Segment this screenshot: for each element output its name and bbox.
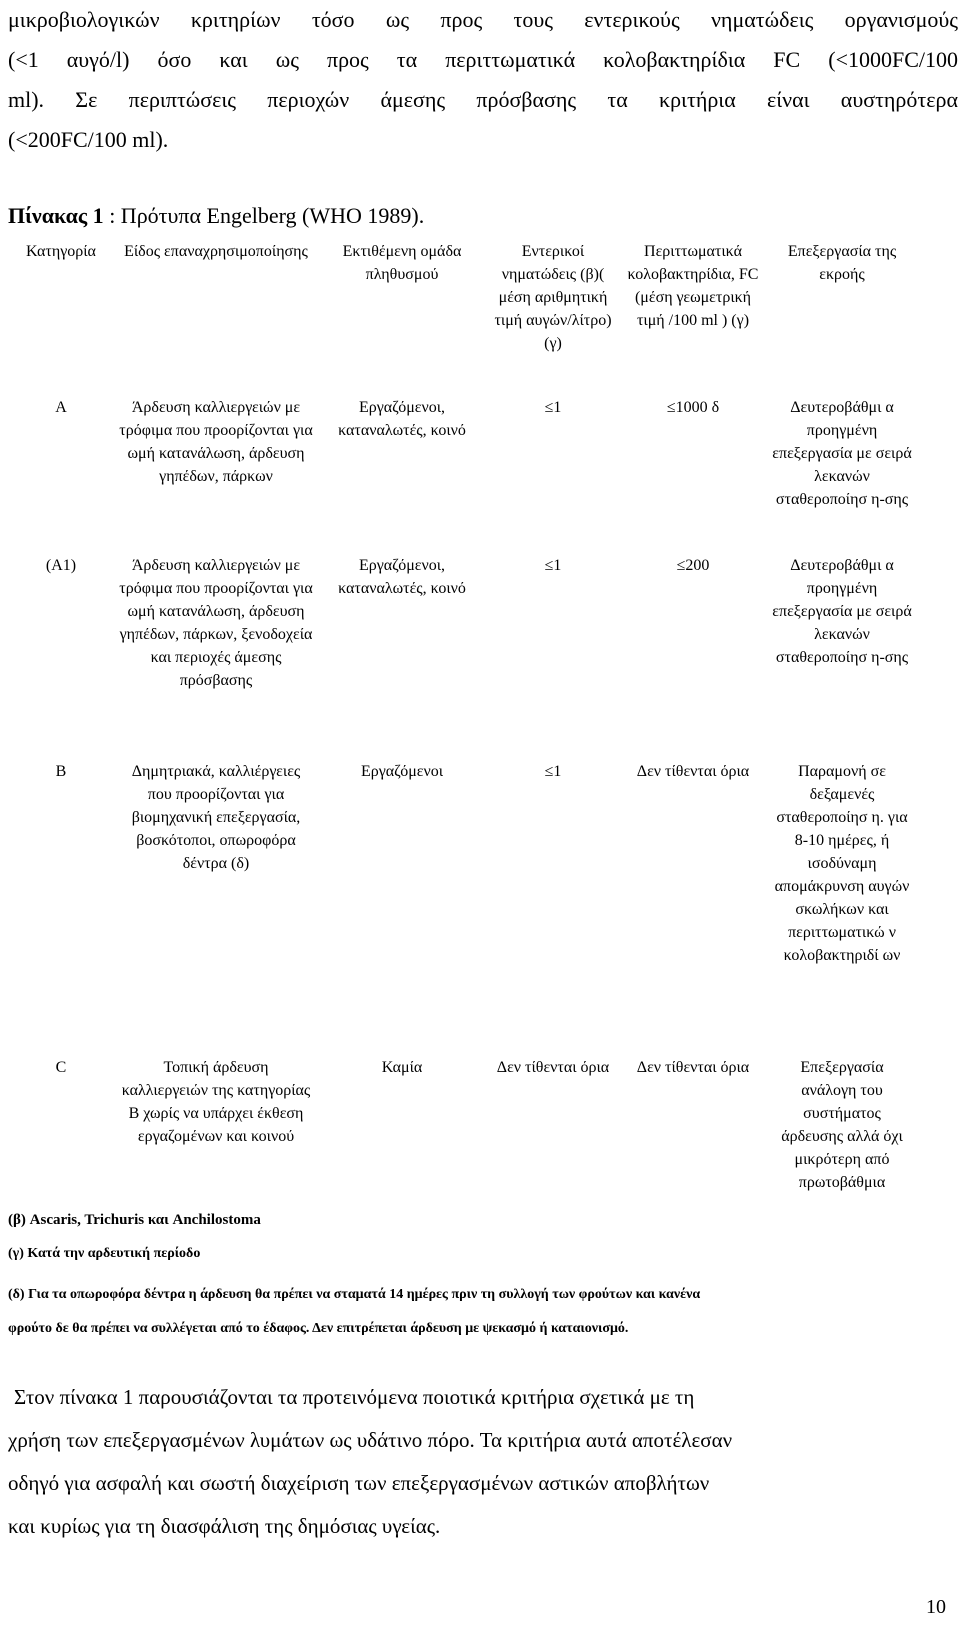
- outro-line: και κυρίως για τη διασφάλιση της δημόσιας υγείας.: [8, 1514, 441, 1538]
- table-row: [6, 552, 916, 758]
- cell-fecal-coliforms: Δεν τίθενται όρια: [636, 763, 750, 780]
- outro-line: χρήση των επεξεργασμένων λυμάτων ως υδάτινο πόρο. Τα κριτήρια αυτά αποτέλεσαν: [8, 1428, 733, 1452]
- engelberg-standards-table: [6, 238, 916, 1212]
- footnote-beta: (β) Ascaris, Trichuris και Anchilostoma: [8, 1212, 261, 1228]
- footnote-delta: [8, 1278, 956, 1346]
- table-row: [6, 758, 916, 1054]
- cell-category: B: [55, 763, 67, 780]
- cell-reuse-type: Δημητριακά, καλλιέργειες που προορίζονται για βιομηχανική επεξεργασία, βοσκότοποι, οπωροφόρα δέντρα (δ): [131, 763, 301, 872]
- cell-exposed-group: Εργαζόμενοι: [360, 763, 444, 780]
- table-row: [6, 394, 916, 552]
- intro-line: μικροβιολογικών κριτηρίων τόσο ως προς τους εντερικούς νηματώδεις οργανισμούς: [8, 7, 958, 32]
- cell-treatment: Παραμονή σε δεξαμενές σταθεροποίησ η. για 8-10 ημέρες, ή ισοδύναμη απομάκρυνση αυγών σκωλήκων και περιττωματικώ ν κολοβακτηριδί ων: [774, 763, 910, 964]
- outro-line: Στον πίνακα 1 παρουσιάζονται τα προτεινόμενα ποιοτικά κριτήρια σχετικά με τη: [14, 1385, 695, 1409]
- closing-paragraph: [8, 1376, 958, 1548]
- table-row: [6, 1054, 916, 1212]
- footnote-gamma: (γ) Κατά την αρδευτική περίοδο: [8, 1246, 201, 1261]
- table-caption: [8, 196, 424, 236]
- header-reuse-type: Είδος επαναχρησιμοποίησης: [124, 243, 308, 260]
- cell-category: C: [55, 1059, 67, 1076]
- header-treatment: Επεξεργασία της εκροής: [787, 243, 897, 283]
- intro-line: ml). Σε περιπτώσεις περιοχών άμεσης πρόσβασης τα κριτήρια είναι αυστηρότερα: [8, 87, 958, 112]
- cell-fecal-coliforms: Δεν τίθενται όρια: [636, 1059, 750, 1076]
- header-category: Κατηγορία: [26, 243, 96, 260]
- cell-nematodes: ≤1: [544, 399, 562, 416]
- standards-table-container: [6, 238, 916, 1212]
- footnote-delta-line: (δ) Για τα οπωροφόρα δέντρα η άρδευση θα πρέπει να σταματά 14 ημέρες πριν τη συλλογή των φρούτων και κανένα: [8, 1287, 701, 1302]
- table-caption-text: : Πρότυπα Engelberg (WHO 1989).: [103, 203, 425, 228]
- outro-line: οδηγό για ασφαλή και σωστή διαχείριση των επεξεργασμένων αστικών αποβλήτων: [8, 1471, 710, 1495]
- intro-line: (<1 αυγό/l) όσο και ως προς τα περιττωματικά κολοβακτηρίδια FC (<1000FC/100: [8, 47, 958, 72]
- table-caption-label: Πίνακας 1: [8, 203, 104, 228]
- cell-treatment: Επεξεργασία ανάλογη του συστήματος άρδευσης αλλά όχι μικρότερη από πρωτοβάθμια: [781, 1059, 903, 1191]
- cell-reuse-type: Άρδευση καλλιεργειών με τρόφιμα που προορίζονται για ωμή κατανάλωση, άρδευση γηπέδων, πάρκων, ξενοδοχεία και περιοχές άμεσης πρόσβασης: [119, 557, 313, 689]
- header-exposed-group: Εκτιθέμενη ομάδα πληθυσμού: [342, 243, 462, 283]
- header-fecal-coliforms: Περιττωματικά κολοβακτηρίδια, FC (μέση γεωμετρική τιμή /100 ml ) (γ): [627, 243, 759, 329]
- cell-treatment: Δευτεροβάθμι α προηγμένη επεξεργασία με σειρά λεκανών σταθεροποίησ η-σης: [772, 399, 912, 508]
- intro-paragraph: [8, 0, 958, 160]
- cell-exposed-group: Καμία: [381, 1059, 423, 1076]
- cell-fecal-coliforms: ≤1000 δ: [666, 399, 720, 416]
- cell-nematodes: ≤1: [544, 557, 562, 574]
- cell-category: A: [55, 399, 67, 416]
- cell-fecal-coliforms: ≤200: [676, 557, 710, 574]
- header-nematodes: Εντερικοί νηματώδεις (β)( μέση αριθμητική τιμή αυγών/λίτρο) (γ): [494, 243, 612, 352]
- page-number: 10: [926, 1596, 946, 1618]
- intro-line: (<200FC/100 ml).: [8, 127, 169, 152]
- cell-treatment: Δευτεροβάθμι α προηγμένη επεξεργασία με σειρά λεκανών σταθεροποίησ η-σης: [772, 557, 912, 666]
- cell-nematodes: Δεν τίθενται όρια: [496, 1059, 610, 1076]
- footnote-delta-line: φρούτο δε θα πρέπει να συλλέγεται από το έδαφος. Δεν επιτρέπεται άρδευση με ψεκασμό ή καταιονισμό.: [8, 1321, 629, 1336]
- table-header-row: [6, 238, 916, 394]
- cell-category: (A1): [45, 557, 77, 574]
- cell-exposed-group: Εργαζόμενοι, καταναλωτές, κοινό: [338, 557, 466, 597]
- cell-nematodes: ≤1: [544, 763, 562, 780]
- cell-reuse-type: Τοπική άρδευση καλλιεργειών της κατηγορίας B χωρίς να υπάρχει έκθεση εργαζομένων και κοινού: [121, 1059, 311, 1145]
- cell-reuse-type: Άρδευση καλλιεργειών με τρόφιμα που προορίζονται για ωμή κατανάλωση, άρδευση γηπέδων, πάρκων: [119, 399, 313, 485]
- cell-exposed-group: Εργαζόμενοι, καταναλωτές, κοινό: [338, 399, 466, 439]
